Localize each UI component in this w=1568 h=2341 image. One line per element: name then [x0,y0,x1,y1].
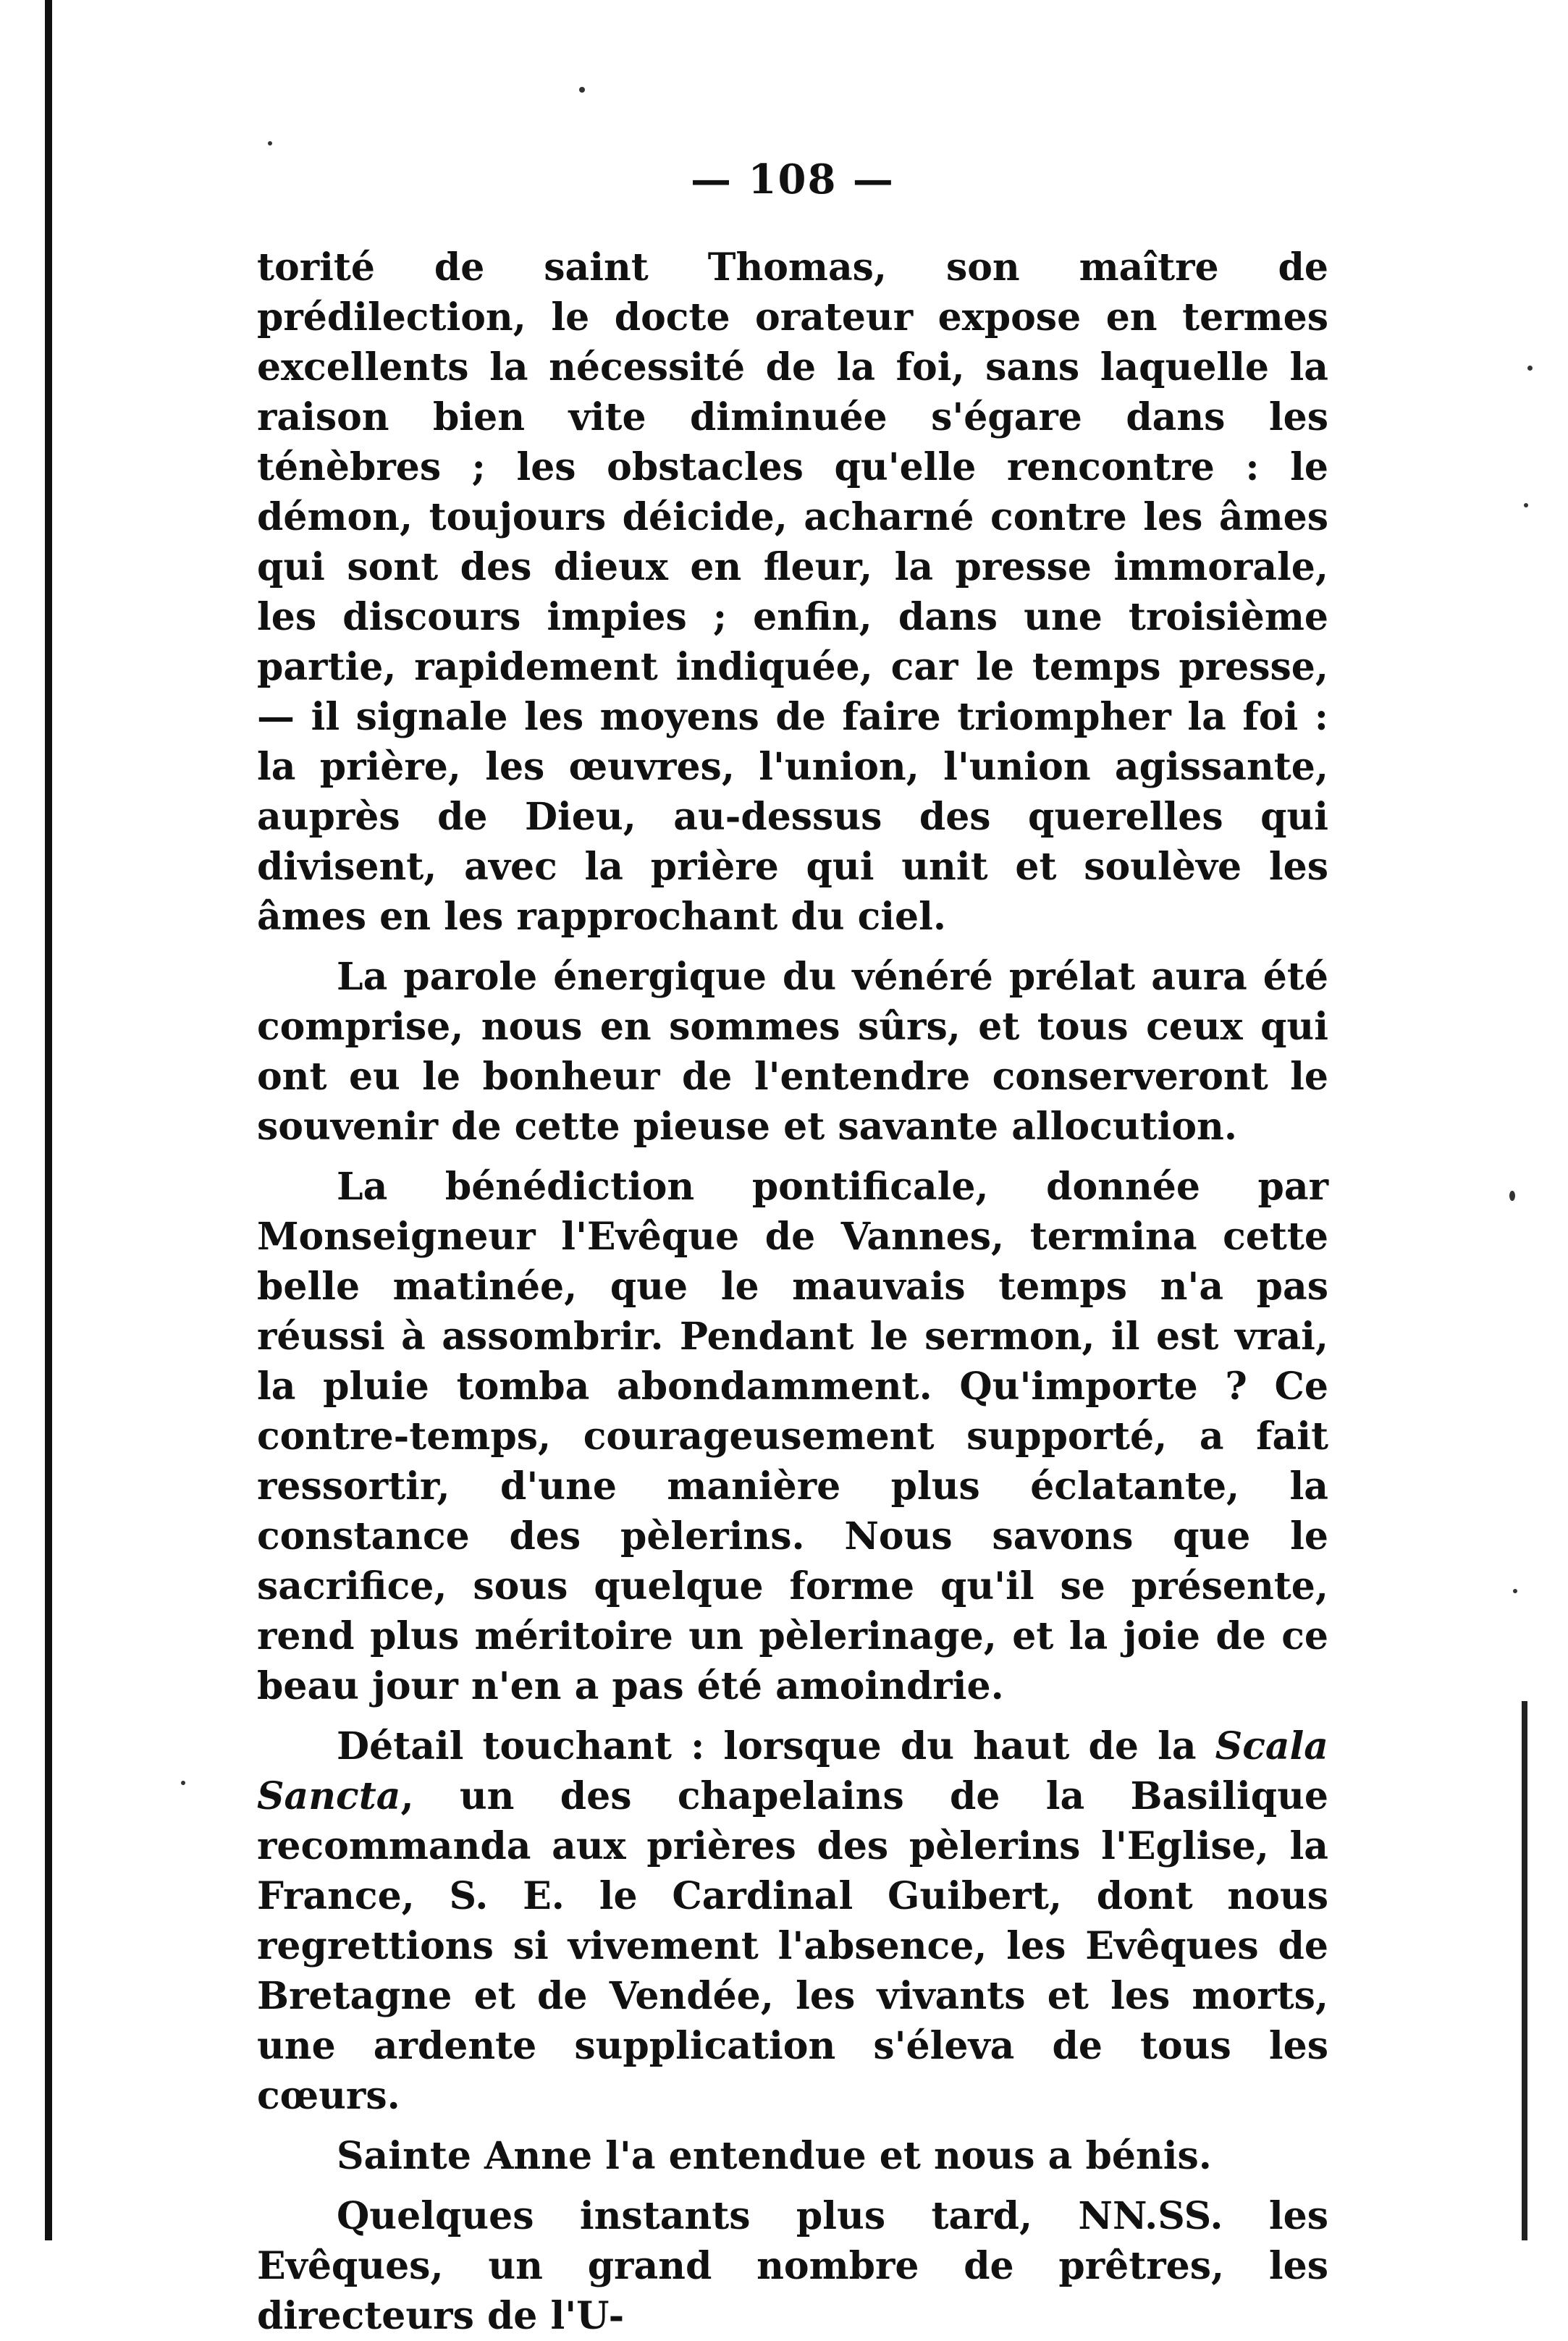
paragraph-4-start: Détail touchant : lorsque du haut de la [337,1724,1215,1768]
paragraph-3: La bénédiction pontificale, donnée par Monseigneur l'Evêque de Vannes, termina cette belle matinée, que le mauvais temps n'a pas réussi à assombrir. Pendant le sermon, il est vrai, la pluie tomba abondamment. Qu'importe ? Ce contre-temps, courageusement supporté, a fait ressortir, d'une manière plus éclatante, la constance des pèlerins. Nous savons que le sacrifice, sous quelque forme qu'il se présente, rend plus méritoire un pèlerinage, et la joie de ce beau jour n'en a pas été amoindrie. [257,1165,1328,1708]
page-edge-shadow [45,0,52,2240]
scan-speck [1513,1589,1517,1593]
page-number: — 108 — [691,156,895,203]
body-text [257,242,1328,2341]
scan-speck [1509,1191,1515,1201]
paragraph-5: Sainte Anne l'a entendue et nous a bénis. [337,2134,1212,2178]
paragraph-4-end: , un des chapelains de la Basilique recommanda aux prières des pèlerins l'Eglise, la France, S. E. le Cardinal Guibert, dont nous regrettions si vivement l'absence, les Evêques de Bretagne et de Vendée, les vivants et les morts, une ardente supplication s'éleva de tous les cœurs. [257,1774,1328,2118]
scan-speck [181,1781,185,1785]
book-page [257,156,1328,2341]
page-edge-shadow-right [1522,1701,1527,2240]
scan-speck [268,141,272,145]
paragraph-1: torité de saint Thomas, son maître de prédilection, le docte orateur expose en termes excellents la nécessité de la foi, sans laquelle la raison bien vite diminuée s'égare dans les ténèbres ; les obstacles qu'elle rencontre : le démon, toujours déicide, acharné contre les âmes qui sont des dieux en fleur, la presse immorale, les discours impies ; enfin, dans une troisième partie, rapidement indiquée, car le temps presse, — il signale les moyens de faire triompher la foi : la prière, les œuvres, l'union, l'union agissante, auprès de Dieu, au-dessus des querelles qui divisent, avec la prière qui unit et soulève les âmes en les rapprochant du ciel. [257,245,1328,939]
paragraph-4 [257,1721,1328,2121]
scan-speck [1524,503,1528,507]
paragraph-6: Quelques instants plus tard, NN.SS. les Evêques, un grand nombre de prêtres, les directeurs de l'U- [257,2194,1328,2338]
scan-speck [579,87,585,93]
paragraph-2: La parole énergique du vénéré prélat aura été comprise, nous en sommes sûrs, et tous ceux qui ont eu le bonheur de l'entendre conserveront le souvenir de cette pieuse et savante allocution. [257,955,1328,1149]
scan-speck [1527,366,1533,371]
scala-sancta-term: Scala Sancta [257,1724,1328,1818]
